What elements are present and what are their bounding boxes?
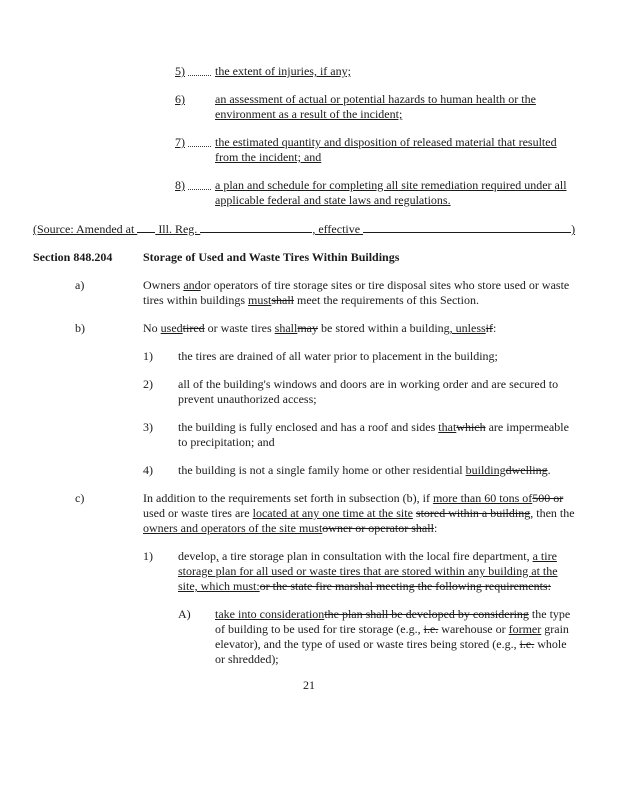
item-text bbox=[178, 549, 576, 594]
del-run: tired bbox=[182, 321, 205, 335]
del-run: i.e. bbox=[423, 622, 439, 636]
item-label-text: 8) bbox=[175, 178, 185, 192]
item-label-text: 7) bbox=[175, 135, 185, 149]
item-b3 bbox=[143, 420, 576, 450]
item-label bbox=[143, 463, 178, 478]
plain-run: grain elevator), and the type of used or waste tires being stored (e.g., bbox=[215, 622, 569, 651]
ins-run: former bbox=[508, 622, 542, 636]
item-6 bbox=[175, 92, 576, 122]
item-label-text: 1) bbox=[143, 549, 153, 563]
ins-run: , effective bbox=[312, 222, 364, 236]
plain-run: the building is not a single family home or other residential bbox=[178, 463, 466, 477]
item-text bbox=[215, 135, 576, 165]
del-run: the plan shall be developed by considering bbox=[324, 607, 529, 621]
ins-run: an assessment of actual or potential hazards to human health or the environment as a result of the incident; bbox=[215, 92, 536, 121]
item-text bbox=[33, 221, 594, 237]
ins-run: a tire storage plan for all used or waste tires that are stored within any building at the site, which must: bbox=[178, 549, 558, 593]
plain-run: be stored within a building bbox=[318, 321, 450, 335]
ins-run: shall bbox=[274, 321, 298, 335]
ins-run: take into consideration bbox=[215, 607, 325, 621]
item-label-text: Section 848.204 bbox=[33, 250, 113, 264]
del-run: if bbox=[485, 321, 493, 335]
item-b bbox=[75, 321, 576, 336]
page-number: 21 bbox=[303, 678, 315, 692]
ins-run: , bbox=[216, 549, 219, 563]
section-heading bbox=[33, 250, 576, 265]
item-label-text: 3) bbox=[143, 420, 153, 434]
plain-run: the tires are drained of all water prior to placement in the building; bbox=[178, 349, 498, 363]
item-b1 bbox=[143, 349, 576, 364]
item-a bbox=[75, 278, 576, 308]
item-label bbox=[175, 92, 215, 107]
item-c1 bbox=[143, 549, 576, 594]
item-text bbox=[143, 250, 576, 265]
blank-line bbox=[363, 221, 571, 233]
item-text bbox=[178, 349, 576, 364]
item-b4 bbox=[143, 463, 576, 478]
ins-run: owners and operators of the site must bbox=[143, 521, 323, 535]
item-label bbox=[143, 349, 178, 364]
plain-run: . bbox=[547, 463, 551, 477]
item-label-text: 1) bbox=[143, 349, 153, 363]
item-label bbox=[33, 250, 143, 265]
ins-run: used bbox=[160, 321, 183, 335]
item-c bbox=[75, 491, 576, 536]
item-label bbox=[178, 607, 215, 622]
item-label-text: 4) bbox=[143, 463, 153, 477]
item-label-text: c) bbox=[75, 491, 85, 505]
ins-run: ) bbox=[571, 222, 576, 236]
ins-run: a plan and schedule for completing all site remediation required under all applicable federal and state laws and regulations. bbox=[215, 178, 567, 207]
plain-run: No bbox=[143, 321, 161, 335]
del-run: or the state fire marshal meeting the following requirements: bbox=[259, 579, 551, 593]
ins-run: the estimated quantity and disposition of released material that resulted from the incident; and bbox=[215, 135, 557, 164]
plain-run: : bbox=[493, 321, 497, 335]
item-label bbox=[143, 377, 178, 392]
blank-line bbox=[137, 221, 155, 233]
item-label-text: A) bbox=[178, 607, 191, 621]
item-c1-A bbox=[178, 607, 576, 667]
item-label-text: 2) bbox=[143, 377, 153, 391]
item-label bbox=[175, 64, 215, 79]
del-run: stored within a building bbox=[415, 506, 531, 520]
item-text bbox=[215, 178, 576, 208]
item-text bbox=[143, 491, 576, 536]
tab-leader bbox=[188, 178, 211, 190]
item-text bbox=[143, 321, 576, 336]
bold-run: Storage of Used and Waste Tires Within Buildings bbox=[143, 250, 400, 264]
del-run: 500 or bbox=[532, 491, 564, 505]
ins-run: that bbox=[438, 420, 457, 434]
ins-run: and bbox=[183, 278, 201, 292]
item-label-text: a) bbox=[75, 278, 85, 292]
ins-run: Ill. Reg. bbox=[155, 222, 201, 236]
item-text bbox=[215, 64, 576, 79]
plain-run: develop bbox=[178, 549, 216, 563]
item-text bbox=[215, 607, 576, 667]
plain-run: In addition to the requirements set forth in subsection (b), if bbox=[143, 491, 433, 505]
del-run: i.e. bbox=[519, 637, 535, 651]
item-b2 bbox=[143, 377, 576, 407]
item-label-text: 6) bbox=[175, 92, 185, 106]
item-text bbox=[178, 420, 576, 450]
plain-run: all of the building's windows and doors are in working order and are secured to prevent unauthorized access; bbox=[178, 377, 559, 406]
plain-run: the type of building to be used for tire storage (e.g., bbox=[215, 607, 571, 636]
ins-run: , unless bbox=[449, 321, 486, 335]
tab-leader bbox=[188, 64, 211, 76]
item-text bbox=[215, 92, 576, 122]
plain-run: whole or shredded); bbox=[215, 637, 567, 666]
plain-run: , then the bbox=[530, 506, 575, 520]
item-7 bbox=[175, 135, 576, 165]
ins-run: the extent of injuries, if any; bbox=[215, 64, 351, 78]
plain-run: : bbox=[433, 521, 438, 535]
del-run: may bbox=[297, 321, 318, 335]
item-label bbox=[143, 420, 178, 435]
del-run: owner or operator shall bbox=[322, 521, 434, 535]
del-run: shall bbox=[271, 293, 295, 307]
item-label bbox=[175, 178, 215, 193]
item-label bbox=[175, 135, 215, 150]
item-label bbox=[143, 549, 178, 564]
ins-run: building bbox=[465, 463, 506, 477]
document-blocks bbox=[0, 64, 618, 667]
plain-run: a tire storage plan in consultation with the local fire department, bbox=[219, 549, 533, 563]
item-text bbox=[178, 377, 576, 407]
ins-run: (Source: Amended at bbox=[33, 222, 138, 236]
plain-run: or operators of tire storage sites or tire disposal sites who store used or waste tires within buildings bbox=[143, 278, 570, 307]
del-run: which bbox=[456, 420, 486, 434]
item-label bbox=[75, 321, 143, 336]
blank-line bbox=[200, 221, 312, 233]
item-label bbox=[75, 491, 143, 506]
ins-run: located at any one time at the site bbox=[252, 506, 413, 520]
plain-run: or waste tires bbox=[204, 321, 275, 335]
plain-run: the building is fully enclosed and has a roof and sides bbox=[178, 420, 439, 434]
item-8 bbox=[175, 178, 576, 208]
item-label-text: 5) bbox=[175, 64, 185, 78]
source-line bbox=[33, 221, 594, 237]
item-text bbox=[143, 278, 576, 308]
plain-run: warehouse or bbox=[438, 622, 509, 636]
del-run: dwelling bbox=[505, 463, 548, 477]
tab-leader bbox=[188, 135, 211, 147]
plain-run: meet the requirements of this Section. bbox=[294, 293, 479, 307]
item-label-text: b) bbox=[75, 321, 85, 335]
plain-run: used or waste tires are bbox=[143, 506, 253, 520]
plain-run: are impermeable to precipitation; and bbox=[178, 420, 569, 449]
plain-run: Owners bbox=[143, 278, 184, 292]
ins-run: more than 60 tons of bbox=[432, 491, 533, 505]
item-label bbox=[75, 278, 143, 293]
item-5 bbox=[175, 64, 576, 79]
ins-run: must bbox=[248, 293, 272, 307]
item-text bbox=[178, 463, 576, 478]
